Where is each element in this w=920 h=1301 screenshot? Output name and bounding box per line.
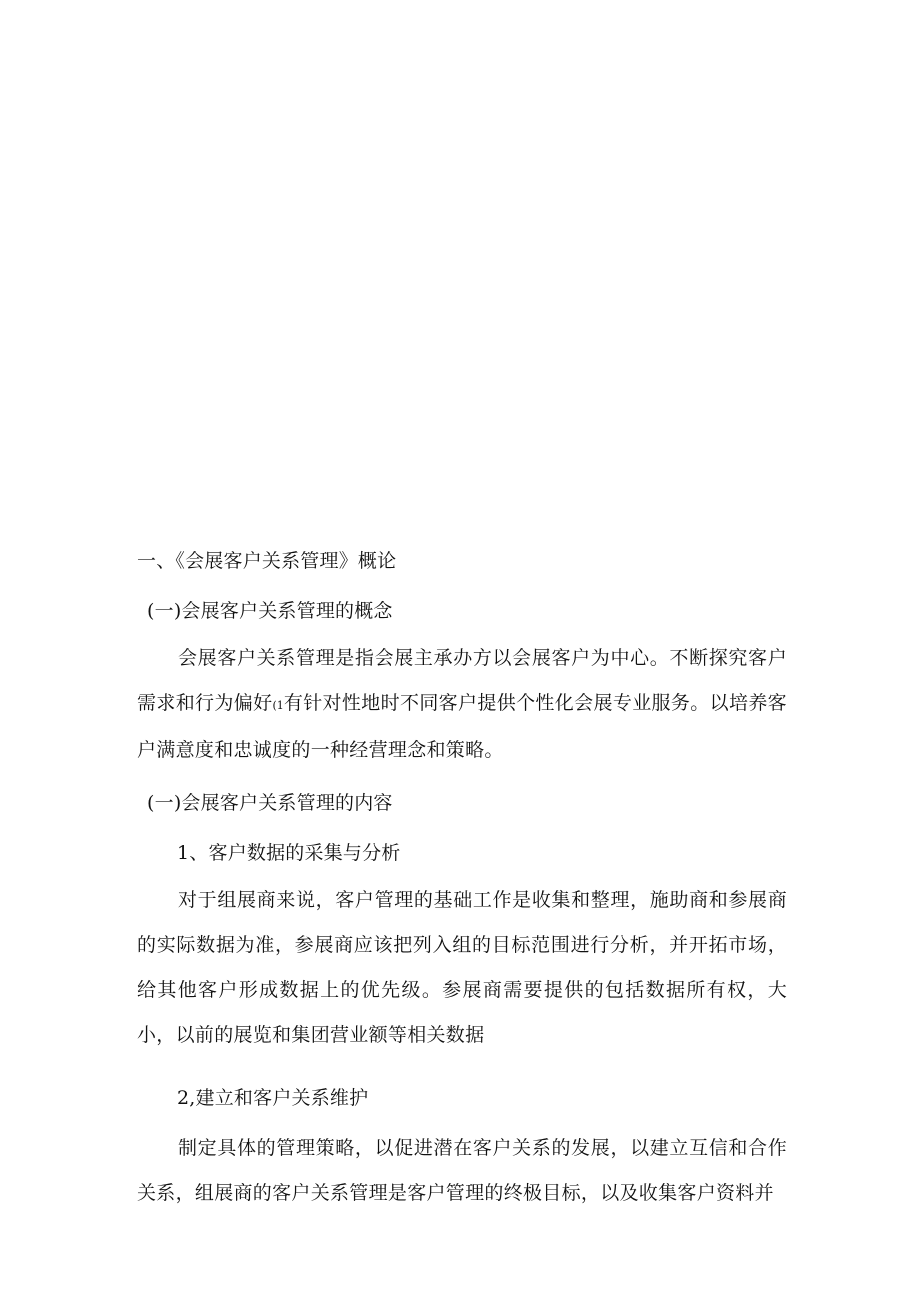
paragraph-concept-mark: (1 bbox=[272, 699, 284, 712]
paragraph-relationship-maintenance bbox=[137, 1126, 787, 1216]
paragraph-concept bbox=[137, 636, 787, 773]
item-heading-relationship-maintenance: 2,建立和客户关系维护 bbox=[177, 1087, 369, 1109]
item-heading-data-collection: 1、客户数据的采集与分析 bbox=[177, 842, 401, 864]
subsection-heading-concept: (一)会展客户关系管理的概念 bbox=[147, 600, 393, 622]
section-heading-1: 一、《会展客户关系管理》概论 bbox=[137, 550, 397, 572]
paragraph-relationship-maintenance-text: 制定具体的管理策略，以促进潜在客户关系的发展，以建立互信和合作关系，组展商的客户关系管理是客户管理的终极目标，以及收集客户资料并 bbox=[137, 1137, 787, 1204]
subsection-heading-content: (一)会展客户关系管理的内容 bbox=[147, 792, 393, 814]
paragraph-concept-text-a: 会展客户关系管理是指会展主承办方以会展客户为中心。不断探究客户需求和行为偏好 bbox=[137, 647, 787, 714]
paragraph-data-collection-text: 对于组展商来说，客户管理的基础工作是收集和整理，施助商和参展商的实际数据为准，参展商应该把列入组的目标范围进行分析，并开拓市场，给其他客户形成数据上的优先级。参展商需要提供的包括数据所有权，大小，以前的展览和集团营业额等相关数据 bbox=[137, 889, 787, 1046]
paragraph-concept-text-b: 有针对性地时不同客户提供个性化会展专业服务。以培养客户满意度和忠诚度的一种经营理念和策略。 bbox=[137, 692, 787, 761]
paragraph-data-collection bbox=[137, 878, 787, 1058]
